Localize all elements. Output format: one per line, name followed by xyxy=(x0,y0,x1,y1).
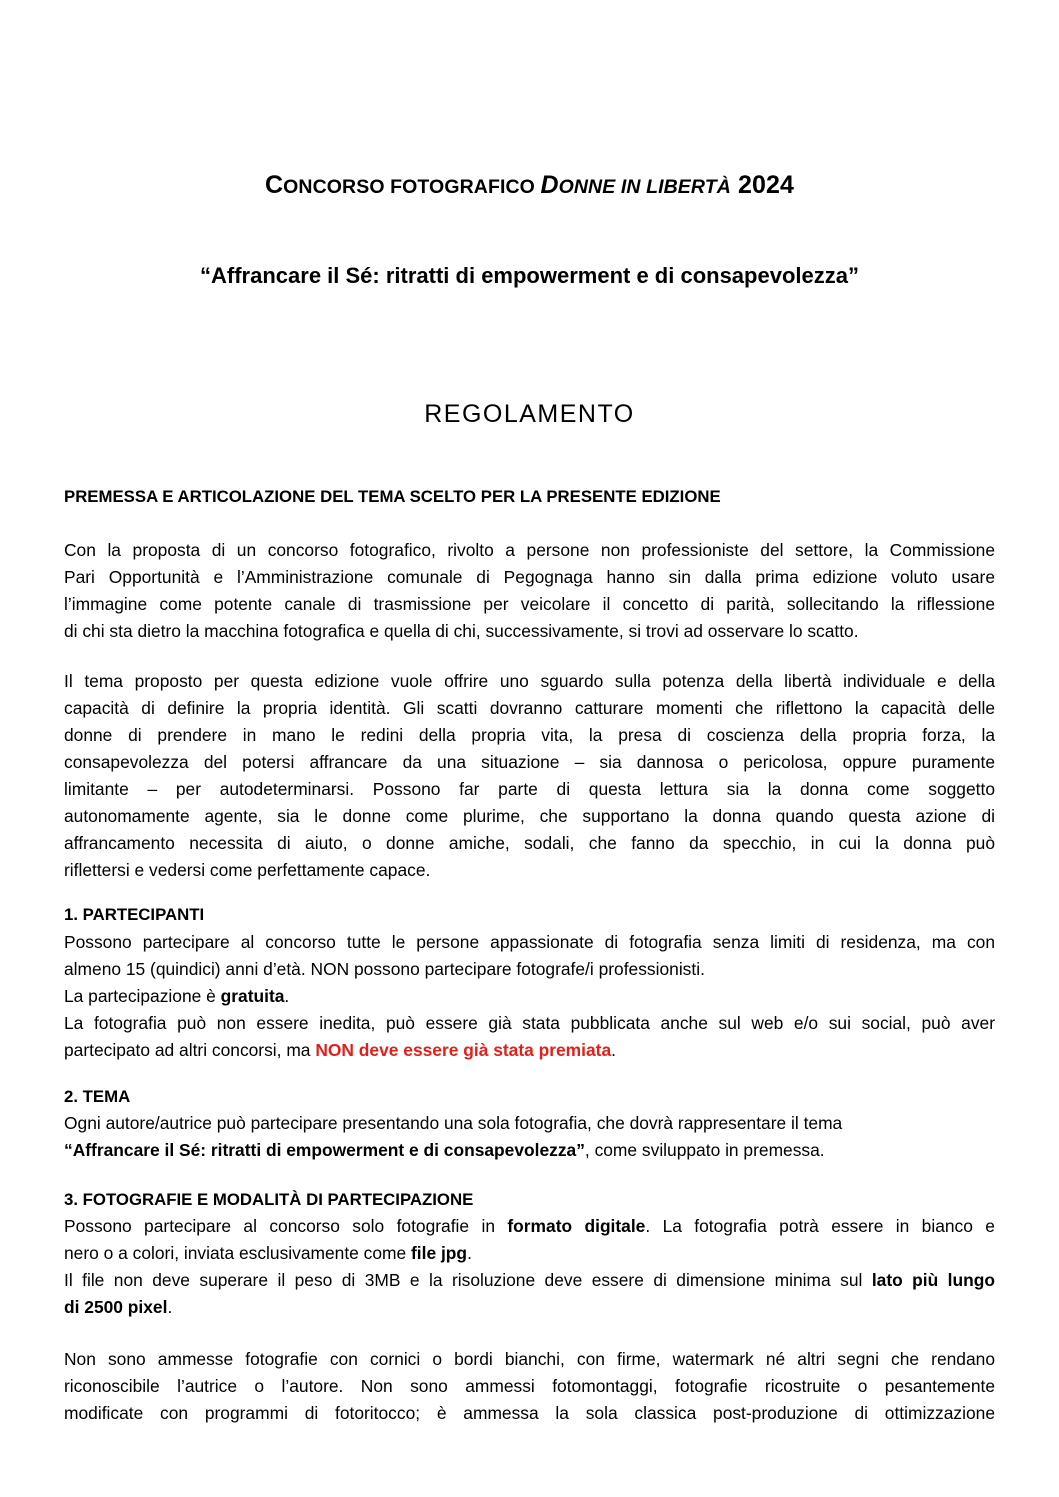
text-line: Possono partecipare al concorso solo fotografie in formato digitale. La fotografia potrà essere in bianco e xyxy=(64,1216,995,1236)
text-line: di chi sta dietro la macchina fotografica e quella di chi, successivamente, si trovi ad osservare lo scatto. xyxy=(64,621,859,641)
text-line: “Affrancare il Sé: ritratti di empowerment e di consapevolezza”, come sviluppato in premessa. xyxy=(64,1140,825,1160)
gratuita-emphasis: gratuita xyxy=(220,986,285,1006)
premessa-paragraph-2 xyxy=(64,668,995,884)
partecipanti-heading: 1. PARTECIPANTI xyxy=(64,905,205,924)
text-line: Con la proposta di un concorso fotografico, rivolto a persone non professioniste del settore, la Commissione xyxy=(64,540,995,560)
fotografie-paragraph-1 xyxy=(64,1213,995,1321)
text-line: Il file non deve superare il peso di 3MB e la risoluzione deve essere di dimensione minima sul lato più lungo xyxy=(64,1270,995,1290)
tema-heading: 2. TEMA xyxy=(64,1087,131,1106)
tema-paragraph xyxy=(64,1110,995,1164)
text-line: almeno 15 (quindici) anni d’età. NON possono partecipare fotografe/i professionisti. xyxy=(64,959,705,979)
partecipanti-paragraph xyxy=(64,929,995,1064)
premessa-paragraph-1 xyxy=(64,537,995,645)
text-line: riconoscibile l’autrice o l’autore. Non sono ammessi fotomontaggi, fotografie ricostruite o pesantemente xyxy=(64,1376,995,1396)
text-line: La fotografia può non essere inedita, può essere già stata pubblicata anche sul web e/o sui social, può aver xyxy=(64,1013,995,1033)
fotografie-paragraph-2 xyxy=(64,1346,995,1427)
text-line: Possono partecipare al concorso tutte le persone appassionate di fotografia senza limiti di residenza, ma con xyxy=(64,932,995,952)
text-line: consapevolezza del potersi affrancare da una situazione – sia dannosa o pericolosa, oppure puramente xyxy=(64,752,995,772)
text-line: limitante – per autodeterminarsi. Possono far parte di questa lettura sia la donna come soggetto xyxy=(64,779,995,799)
text-line: modificate con programmi di fotoritocco; è ammessa la sola classica post-produzione di ottimizzazione xyxy=(64,1403,995,1423)
text-line: di 2500 pixel. xyxy=(64,1297,173,1317)
text-line: capacità di definire la propria identità. Gli scatti dovranno catturare momenti che riflettono la capacità delle xyxy=(64,698,995,718)
document-subtitle: “Affrancare il Sé: ritratti di empowerment e di consapevolezza” xyxy=(200,263,859,288)
text-line: l’immagine come potente canale di trasmissione per veicolare il concetto di parità, sollecitando la riflessione xyxy=(64,594,995,614)
text-line: donne di prendere in mano le redini della propria vita, la presa di coscienza della propria forza, la xyxy=(64,725,995,745)
text-line: riflettersi e vedersi come perfettamente capace. xyxy=(64,860,431,880)
text-line: Pari Opportunità e l’Amministrazione comunale di Pegognaga hanno sin dalla prima edizione voluto usare xyxy=(64,567,995,587)
premessa-heading: PREMESSA E ARTICOLAZIONE DEL TEMA SCELTO PER LA PRESENTE EDIZIONE xyxy=(64,487,721,506)
fotografie-heading: 3. FOTOGRAFIE E MODALITÀ DI PARTECIPAZIONE xyxy=(64,1190,474,1209)
theme-title-emphasis: “Affrancare il Sé: ritratti di empowerment e di consapevolezza” xyxy=(64,1140,585,1160)
text-line: Non sono ammesse fotografie con cornici o bordi bianchi, con firme, watermark né altri segni che rendano xyxy=(64,1349,995,1369)
regolamento-heading: REGOLAMENTO xyxy=(424,400,635,428)
text-line: Il tema proposto per questa edizione vuole offrire uno sguardo sulla potenza della libertà individuale e della xyxy=(64,671,995,691)
text-line: Ogni autore/autrice può partecipare presentando una sola fotografia, che dovrà rappresentare il tema xyxy=(64,1113,843,1133)
text-line: affrancamento necessita di aiuto, o donne amiche, sodali, che fanno da specchio, in cui la donna può xyxy=(64,833,995,853)
not-awarded-warning: NON deve essere già stata premiata xyxy=(315,1040,612,1060)
text-line: autonomamente agente, sia le donne come plurime, che supportano la donna quando questa azione di xyxy=(64,806,995,826)
text-line: nero o a colori, inviata esclusivamente come file jpg. xyxy=(64,1243,472,1263)
text-line: La partecipazione è gratuita. xyxy=(64,986,290,1006)
text-line: partecipato ad altri concorsi, ma NON deve essere già stata premiata. xyxy=(64,1040,616,1060)
document-title: CONCORSO FOTOGRAFICO DONNE IN LIBERTÀ 2024 xyxy=(264,171,794,199)
